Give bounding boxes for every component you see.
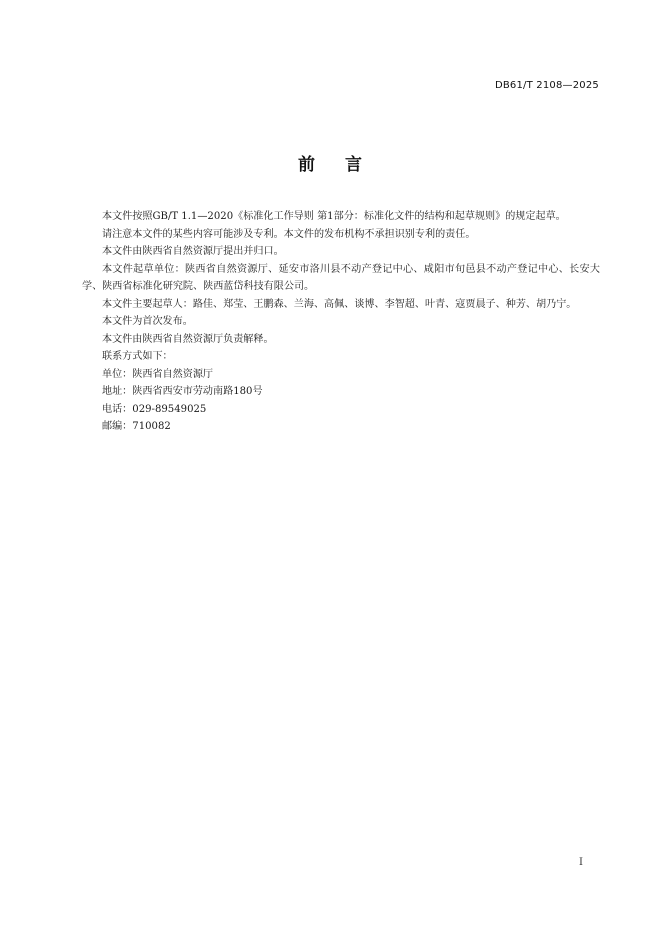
paragraph-contact-phone: 电话：029-89549025 — [102, 403, 207, 415]
paragraph-patent-notice: 请注意本文件的某些内容可能涉及专利。本文件的发布机构不承担识别专利的责任。 — [102, 228, 476, 240]
document-code: DB61/T 2108—2025 — [494, 80, 599, 91]
paragraph-proposer: 本文件由陕西省自然资源厅提出并归口。 — [102, 246, 284, 257]
paragraph-contact-address: 地址：陕西省西安市劳动南路180号 — [102, 386, 263, 397]
paragraph-contact-postcode: 邮编：710082 — [102, 421, 171, 432]
foreword-body — [82, 208, 600, 436]
page-title-char-1: 前 — [298, 155, 317, 175]
page-title-char-2: 言 — [345, 155, 364, 175]
paragraph-first-release: 本文件为首次发布。 — [102, 316, 193, 327]
paragraph-drafting-units: 本文件起草单位：陕西省自然资源厅、延安市洛川县不动产登记中心、咸阳市旬邑县不动产登记中心、长安大学、陕西省标准化研究院、陕西蓝岱科技有限公司。 — [82, 263, 600, 292]
page-title — [0, 150, 662, 175]
paragraph-contact-heading: 联系方式如下： — [102, 351, 173, 362]
paragraph-drafting-rules: 本文件按照GB/T 1.1—2020《标准化工作导则 第1部分：标准化文件的结构和起草规则》的规定起草。 — [102, 211, 566, 222]
page-number: I — [579, 857, 583, 868]
paragraph-drafters: 本文件主要起草人：路佳、郑莹、王鹏森、兰海、高佩、谈博、李智超、叶青、寇贾晨子、种芳、胡乃宁。 — [102, 298, 577, 310]
paragraph-contact-unit: 单位：陕西省自然资源厅 — [102, 368, 214, 380]
paragraph-interpretation: 本文件由陕西省自然资源厅负责解释。 — [102, 333, 274, 345]
